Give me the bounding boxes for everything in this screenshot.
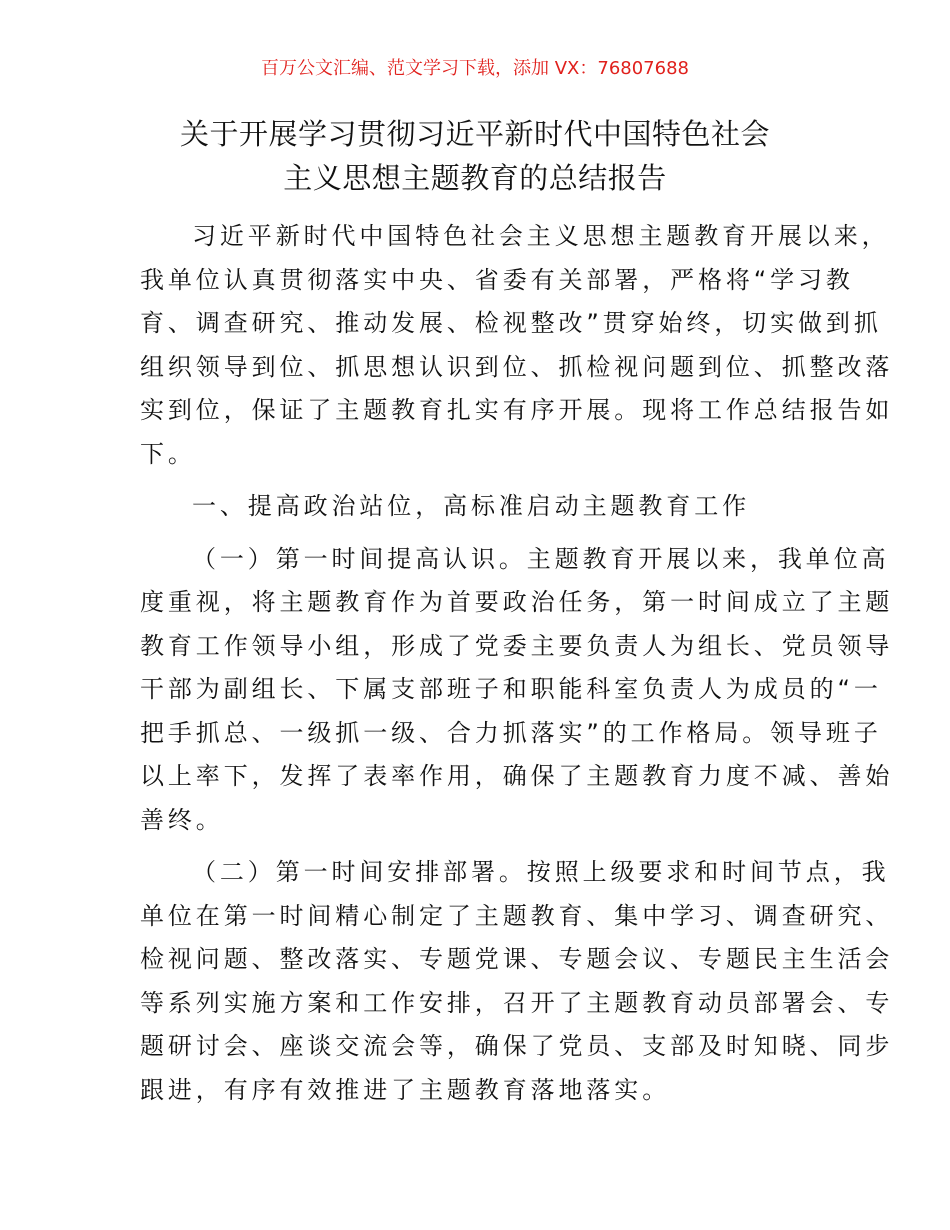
text-line: 习近平新时代中国特色社会主义思想主题教育开展以来，	[192, 222, 890, 250]
text-line: 跟进，有序有效推进了主题教育落地落实。	[140, 1075, 671, 1104]
text-line: 育、调查研究、推动发展、检视整改”贯穿始终，切实做到抓	[140, 309, 882, 337]
subsection-2-paragraph	[140, 851, 894, 1112]
text-line: 单位在第一时间精心制定了主题教育、集中学习、调查研究、	[140, 901, 894, 930]
text-line: 度重视，将主题教育作为首要政治任务，第一时间成立了主题	[140, 588, 894, 616]
text-line: 检视问题、整改落实、专题党课、专题会议、专题民主生活会	[140, 945, 894, 973]
text-line: 组织领导到位、抓思想认识到位、抓检视问题到位、抓整改落	[140, 352, 894, 381]
text-line: 题研讨会、座谈交流会等，确保了党员、支部及时知晓、同步	[140, 1032, 894, 1060]
intro-paragraph	[140, 215, 894, 476]
text-line: 实到位，保证了主题教育扎实有序开展。现将工作总结报告如	[140, 396, 894, 424]
title-line-2: 主义思想主题教育的总结报告	[283, 161, 667, 195]
section-heading-1	[140, 485, 812, 529]
heading-text: 一、提高政治站位，高标准启动主题教育工作	[192, 492, 750, 520]
document-title	[120, 112, 830, 200]
title-line-1: 关于开展学习贯彻习近平新时代中国特色社会	[179, 117, 770, 151]
text-line: 干部为副组长、下属支部班子和职能科室负责人为成员的“一	[140, 675, 882, 703]
document-body	[140, 215, 894, 1121]
text-line: （一）第一时间提高认识。主题教育开展以来，我单位高	[192, 544, 890, 573]
text-line: 善终。	[140, 805, 224, 834]
watermark-banner: 百万公文汇编、范文学习下载，添加 VX：76807688	[261, 58, 689, 79]
text-line: 等系列实施方案和工作安排，召开了主题教育动员部署会、专	[140, 988, 894, 1017]
text-line: 以上率下，发挥了表率作用，确保了主题教育力度不减、善始	[140, 762, 894, 790]
text-line: 下。	[140, 439, 196, 468]
text-line: 把手抓总、一级抓一级、合力抓落实”的工作格局。领导班子	[140, 718, 882, 747]
text-line: 教育工作领导小组，形成了党委主要负责人为组长、党员领导	[140, 631, 894, 660]
text-line: （二）第一时间安排部署。按照上级要求和时间节点，我	[192, 858, 890, 886]
subsection-1-paragraph	[140, 538, 894, 843]
text-line: 我单位认真贯彻落实中央、省委有关部署，严格将“学习教	[140, 265, 854, 294]
